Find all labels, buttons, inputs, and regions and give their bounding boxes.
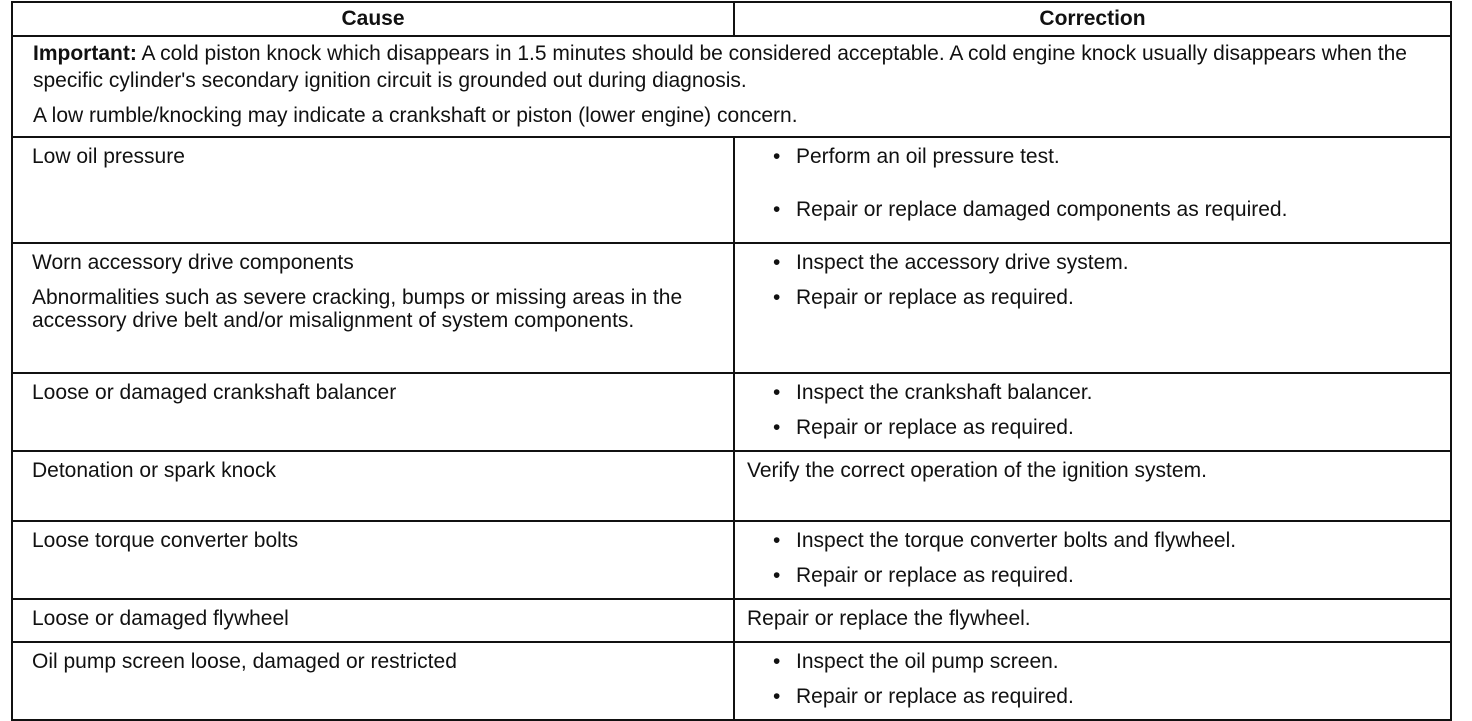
important-label: Important: [33,42,137,65]
correction-bullet: • Perform an oil pressure test. [747,144,1440,170]
cause-column-header: Cause [12,2,734,36]
header-row [12,2,1451,36]
table-row [12,642,1451,720]
correction-cell [734,243,1451,373]
table-row [12,243,1451,373]
table-row [12,137,1451,243]
rumble-note: A low rumble/knocking may indicate a crankshaft or piston (lower engine) concern. [33,104,798,127]
correction-cell [734,373,1451,451]
table-row [12,451,1451,521]
correction-cell [734,521,1451,599]
cause-cell [12,451,734,521]
cause-cell [12,521,734,599]
correction-bullet: • Inspect the accessory drive system. [747,250,1440,276]
cause-text: Loose or damaged crankshaft balancer [32,381,397,404]
cause-text: Low oil pressure [32,145,185,168]
correction-bullet: • Repair or replace damaged components as required. [747,197,1440,223]
table-row [12,599,1451,642]
important-note [12,36,1451,137]
diagnostic-table [11,1,1452,721]
cause-text: Oil pump screen loose, damaged or restricted [32,650,457,673]
important-note-row [12,36,1451,137]
correction-bullet: • Repair or replace as required. [747,415,1440,441]
correction-bullet: • Inspect the crankshaft balancer. [747,380,1440,406]
correction-bullet: • Repair or replace as required. [747,563,1440,589]
cause-detail: Abnormalities such as severe cracking, bumps or missing areas in the accessory drive belt and/or misalignment of system components. [32,286,683,332]
important-text: A cold piston knock which disappears in 1.5 minutes should be considered acceptable. A cold engine knock usually disappears when the specific cylinder's secondary ignition circuit is grounded out during diagnosis. [33,42,1407,92]
cause-text: Loose torque converter bolts [32,529,299,552]
table-row [12,521,1451,599]
correction-cell [734,137,1451,243]
correction-bullet: • Repair or replace as required. [747,684,1440,710]
correction-bullet: • Inspect the oil pump screen. [747,649,1440,675]
correction-cell [734,599,1451,642]
correction-text: Repair or replace the flywheel. [747,607,1031,630]
correction-text: Verify the correct operation of the ignition system. [747,459,1207,482]
correction-bullet: • Inspect the torque converter bolts and flywheel. [747,528,1440,554]
cause-cell [12,137,734,243]
cause-text: Loose or damaged flywheel [32,607,289,630]
cause-cell [12,642,734,720]
cause-cell [12,599,734,642]
correction-bullet: • Repair or replace as required. [747,285,1440,311]
correction-cell [734,451,1451,521]
cause-text: Worn accessory drive components [32,251,354,274]
cause-cell [12,243,734,373]
table-row [12,373,1451,451]
correction-column-header: Correction [734,2,1451,36]
correction-cell [734,642,1451,720]
cause-cell [12,373,734,451]
cause-text: Detonation or spark knock [32,459,276,482]
